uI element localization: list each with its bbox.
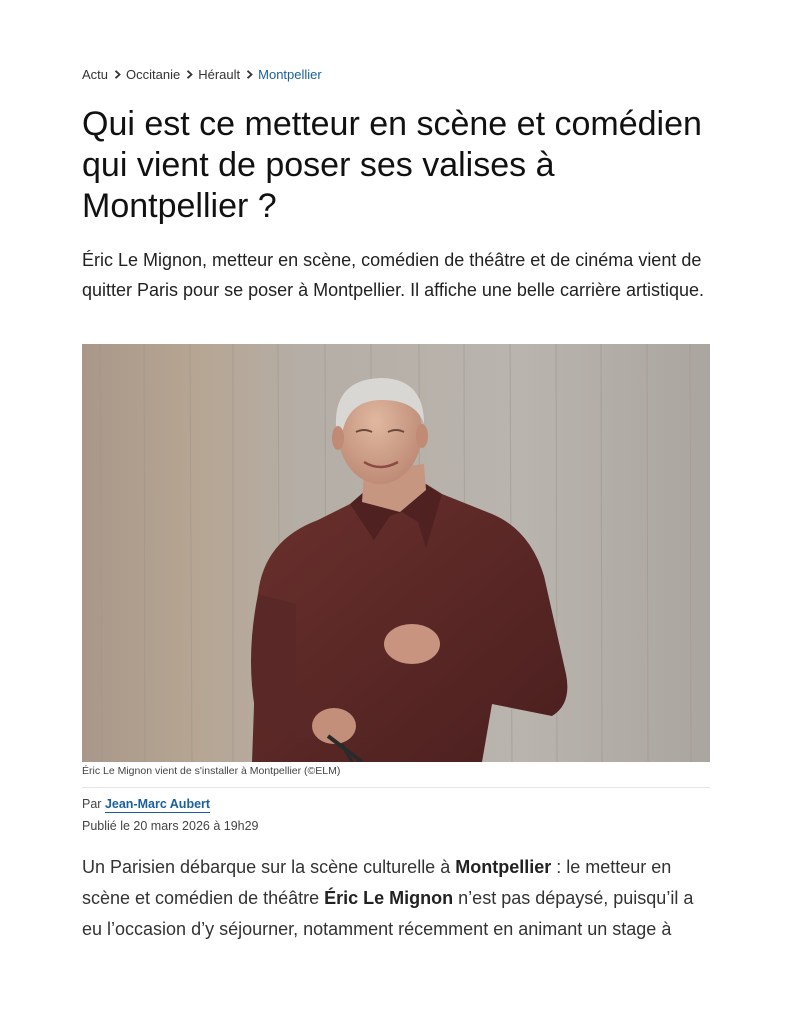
byline-prefix: Par xyxy=(82,797,102,811)
breadcrumb-item-herault[interactable]: Hérault xyxy=(198,67,241,82)
article-photo xyxy=(82,344,710,762)
body-keyword-montpellier: Montpellier xyxy=(455,857,552,877)
breadcrumb-item-actu[interactable]: Actu xyxy=(82,67,109,82)
body-text-1: Un Parisien débarque sur la scène culturelle à xyxy=(82,857,456,877)
body-text-3: n’est pas dépaysé, puisqu’il a eu l’occasion d’y séjourner, notamment récemment en animant un stage à xyxy=(82,888,694,939)
photo-caption: Éric Le Mignon vient de s'installer à Montpellier (©ELM) xyxy=(82,765,341,777)
body-keyword-eric-le-mignon: Éric Le Mignon xyxy=(324,888,454,908)
article-body-paragraph xyxy=(82,852,710,945)
breadcrumb-item-occitanie[interactable]: Occitanie xyxy=(126,67,181,82)
author-link[interactable]: Jean-Marc Aubert xyxy=(104,797,211,811)
publish-date: Publié le 20 mars 2026 à 19h29 xyxy=(82,819,259,833)
caption-divider xyxy=(82,787,710,788)
breadcrumb-item-montpellier[interactable]: Montpellier xyxy=(258,67,322,82)
chevron-right-icon xyxy=(110,70,124,79)
article-title: Qui est ce metteur en scène et comédien qui vient de poser ses valises à Montpellier ? xyxy=(82,105,702,225)
article-lede: Éric Le Mignon, metteur en scène, comédien de théâtre et de cinéma vient de quitter Paris pour se poser à Montpellier. Il affiche une belle carrière artistique. xyxy=(82,250,704,300)
chevron-right-icon xyxy=(242,70,256,79)
portrait-image xyxy=(82,344,710,762)
body-text-2: : le metteur en scène et comédien de théâtre xyxy=(82,857,672,908)
breadcrumb xyxy=(82,67,322,82)
chevron-right-icon xyxy=(182,70,196,79)
byline xyxy=(82,797,210,811)
